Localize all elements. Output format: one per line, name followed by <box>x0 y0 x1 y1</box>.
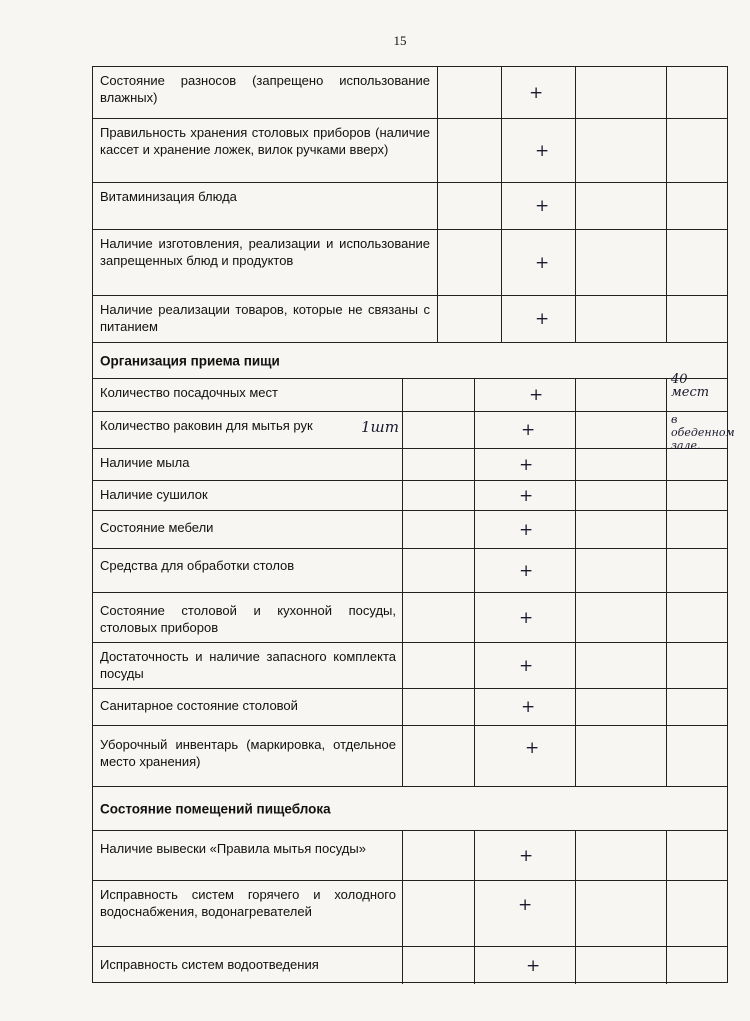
table-row <box>93 831 727 881</box>
check-mark: + <box>519 655 534 676</box>
handwritten-note: 40 мест <box>671 372 710 400</box>
check-mark: + <box>521 420 536 440</box>
check-mark: + <box>529 82 544 103</box>
table-row <box>93 449 727 481</box>
table-row <box>93 947 727 984</box>
row-label: Наличие вывески «Правила мытья посуды» <box>100 841 366 856</box>
row-label: Витаминизация блюда <box>100 189 237 204</box>
check-mark: + <box>535 140 550 161</box>
check-mark: + <box>529 385 544 405</box>
table-row <box>93 296 727 343</box>
row-label: Наличие мыла <box>100 455 190 470</box>
section-header <box>93 787 727 831</box>
table-row <box>93 511 727 549</box>
row-label: Исправность систем водоотведения <box>100 957 319 972</box>
row-label: Достаточность и наличие запасного комплекта посуды <box>100 649 396 681</box>
row-label: Состояние разносов (запрещено использование влажных) <box>100 73 430 105</box>
row-label: Наличие сушилок <box>100 487 208 502</box>
table-row <box>93 881 727 947</box>
table-row <box>93 726 727 787</box>
check-mark: + <box>535 309 550 329</box>
row-label: Состояние мебели <box>100 520 214 535</box>
page-number: 15 <box>393 33 407 48</box>
handwritten-note: в обеденном зале. <box>671 413 735 452</box>
row-label: Наличие реализации товаров, которые не связаны с питанием <box>100 302 430 334</box>
row-label: Количество раковин для мытья рук <box>100 418 313 433</box>
table-row <box>93 183 727 230</box>
check-mark: + <box>535 252 550 273</box>
table-row <box>93 481 727 511</box>
check-mark: + <box>535 196 550 216</box>
check-mark: + <box>519 845 534 866</box>
row-label: Санитарное состояние столовой <box>100 698 298 713</box>
table-row <box>93 412 735 452</box>
inspection-table <box>92 66 735 983</box>
row-label: Исправность систем горячего и холодного водоснабжения, водонагревателей <box>100 887 396 919</box>
check-mark: + <box>526 955 541 976</box>
handwritten-inline-note: 1шт <box>361 418 399 436</box>
check-mark: + <box>525 738 540 758</box>
table-row <box>93 549 727 593</box>
check-mark: + <box>519 560 534 581</box>
table-row <box>93 230 727 296</box>
check-mark: + <box>518 895 533 915</box>
check-mark: + <box>521 697 536 717</box>
section-title: Организация приема пищи <box>100 353 280 368</box>
table-row <box>93 593 727 643</box>
table-row <box>93 643 727 689</box>
row-label: Уборочный инвентарь (маркировка, отдельное место хранения) <box>100 737 396 769</box>
table-row <box>93 119 727 183</box>
section-header <box>93 343 727 379</box>
row-label: Правильность хранения столовых приборов (наличие кассет и хранение ложек, вилок ручками вверх) <box>100 125 430 157</box>
table-row <box>93 689 727 726</box>
check-mark: + <box>519 519 534 540</box>
table-row <box>93 372 727 412</box>
row-label: Состояние столовой и кухонной посуды, столовых приборов <box>100 603 396 635</box>
table-row <box>93 67 727 119</box>
check-mark: + <box>519 454 534 475</box>
section-title: Состояние помещений пищеблока <box>100 801 331 816</box>
row-label: Средства для обработки столов <box>100 558 295 573</box>
check-mark: + <box>519 485 534 506</box>
row-label: Количество посадочных мест <box>100 385 278 400</box>
check-mark: + <box>519 607 534 628</box>
row-label: Наличие изготовления, реализации и использование запрещенных блюд и продуктов <box>100 236 430 268</box>
